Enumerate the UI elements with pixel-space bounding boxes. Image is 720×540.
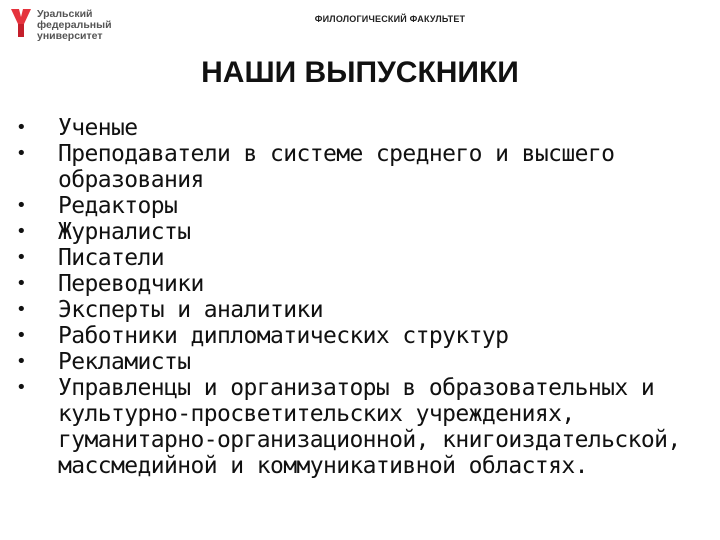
bullet-icon: • <box>16 143 27 164</box>
list-item-text: Работники дипломатических структур <box>58 323 509 349</box>
list-item <box>16 193 716 219</box>
list-item <box>16 245 716 271</box>
list-item <box>16 271 716 297</box>
list-item <box>16 297 716 323</box>
university-name-line2: федеральный <box>37 19 112 31</box>
bullet-icon: • <box>16 377 27 398</box>
list-item <box>16 219 716 245</box>
faculty-label: ФИЛОЛОГИЧЕСКИЙ ФАКУЛЬТЕТ <box>314 14 466 24</box>
list-item-text: Ученые <box>58 115 138 141</box>
bullet-icon: • <box>16 273 27 294</box>
list-item-text: Журналисты <box>58 219 191 245</box>
bullet-icon: • <box>16 247 27 268</box>
list-item-text: Управленцы и организаторы в образовательных и культурно-просветительских учреждениях, гуманитарно-организационной, книгоиздательской, массмедийной и коммуникативной областях. <box>58 375 681 479</box>
list-item <box>16 349 716 375</box>
urfu-logo-icon <box>10 8 32 38</box>
bullet-icon: • <box>16 221 27 242</box>
university-logo <box>10 8 112 42</box>
slide-title: НАШИ ВЫПУСКНИКИ <box>201 56 519 89</box>
university-name-line1: Уральский <box>37 8 93 20</box>
university-name-line3: университет <box>37 30 103 42</box>
bullet-icon: • <box>16 351 27 372</box>
list-item <box>16 375 716 479</box>
list-item-text: Редакторы <box>58 193 178 219</box>
graduates-list <box>16 115 716 479</box>
bullet-icon: • <box>16 117 27 138</box>
list-item <box>16 115 716 141</box>
bullet-icon: • <box>16 195 27 216</box>
bullet-icon: • <box>16 299 27 320</box>
list-item <box>16 141 716 193</box>
list-item-text: Эксперты и аналитики <box>58 297 323 323</box>
list-item-text: Преподаватели в системе среднего и высшего образования <box>58 141 615 193</box>
list-item-text: Переводчики <box>58 271 204 297</box>
bullet-icon: • <box>16 325 27 346</box>
list-item <box>16 323 716 349</box>
list-item-text: Писатели <box>58 245 164 271</box>
list-item-text: Рекламисты <box>58 349 191 375</box>
university-name <box>37 9 112 42</box>
